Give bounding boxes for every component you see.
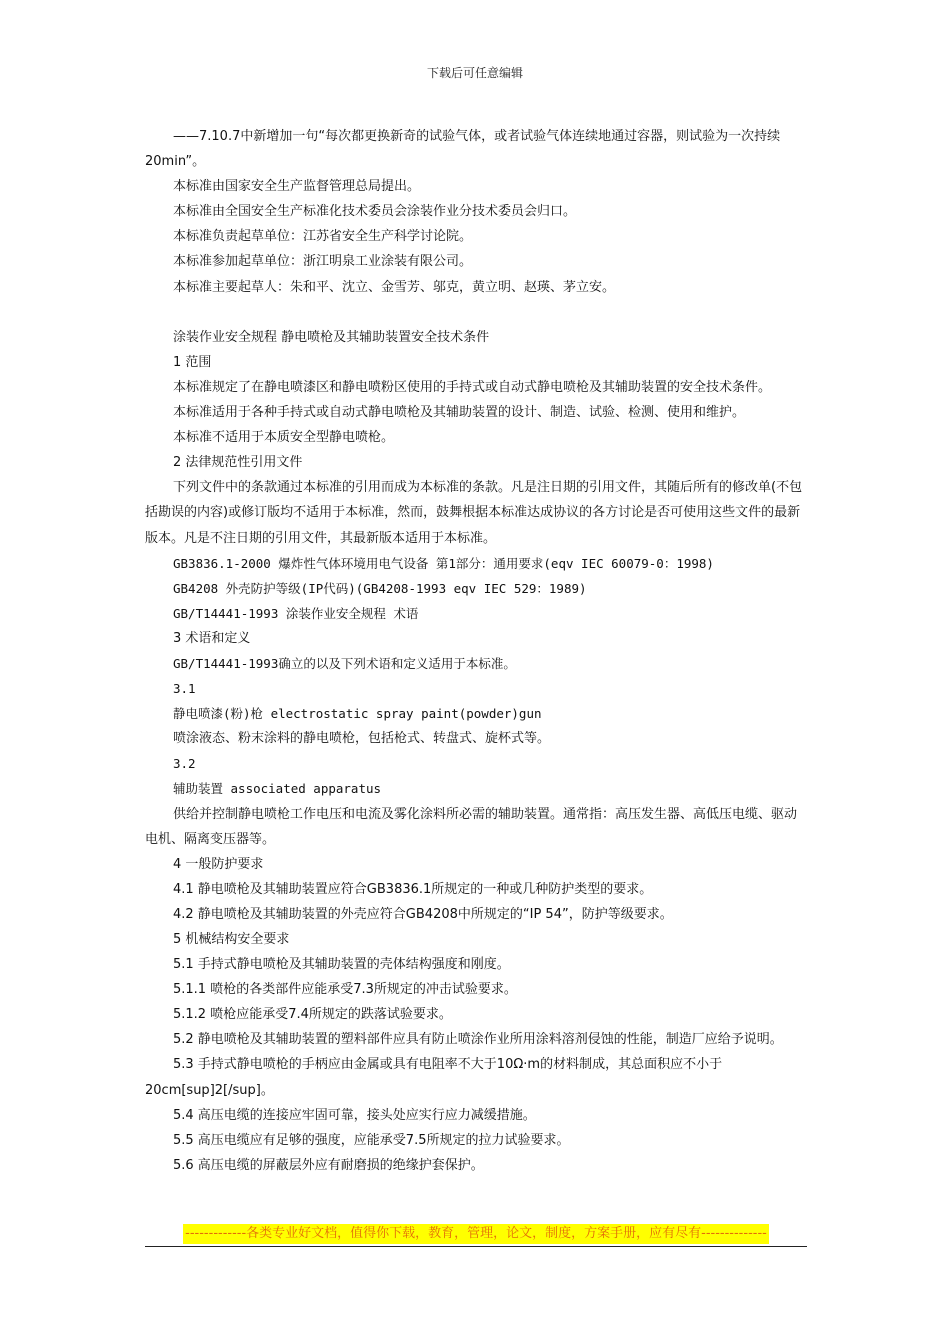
paragraph: 5.6 高压电缆的屏蔽层外应有耐磨损的绝缘护套保护。 xyxy=(173,1157,484,1173)
paragraph: 5.1.1 喷枪的各类部件应能承受7.3所规定的冲击试验要求。 xyxy=(173,982,517,998)
paragraph: 5.3 手持式静电喷枪的手柄应由金属或具有电阻率不大于10Ω·m的材料制成，其总面积应不小于20cm[sup]2[/sup]。 xyxy=(145,1057,723,1098)
heading-scope: 1 范围 xyxy=(173,354,212,370)
paragraph: 本标准负责起草单位：江苏省安全生产科学讨论院。 xyxy=(173,229,473,245)
page-header: 下载后可任意编辑 xyxy=(426,66,523,80)
heading-terms: 3 术语和定义 xyxy=(173,630,251,646)
term: 静电喷漆(粉)枪 electrostatic spray paint(powder)gun xyxy=(173,706,542,722)
section-title: 涂装作业安全规程 静电喷枪及其辅助装置安全技术条件 xyxy=(173,329,490,345)
heading-mechanical: 5 机械结构安全要求 xyxy=(173,932,290,947)
paragraph: 供给并控制静电喷枪工作电压和电流及雾化涂料所必需的辅助装置。通常指：高压发生器、高低压电缆、驱动电机、隔离变压器等。 xyxy=(145,806,798,847)
page-footer xyxy=(145,1222,807,1247)
blank-line xyxy=(145,300,808,325)
paragraph: 本标准规定了在静电喷漆区和静电喷粉区使用的手持式或自动式静电喷枪及其辅助装置的安全技术条件。 xyxy=(173,379,772,395)
paragraph: ——7.10.7中新增加一句“每次都更换新奇的试验气体，或者试验气体连续地通过容器，则试验为一次持续20min”。 xyxy=(145,129,781,170)
paragraph: 喷涂液态、粉末涂料的静电喷枪，包括枪式、转盘式、旋杯式等。 xyxy=(173,731,551,747)
paragraph: GB/T14441-1993确立的以及下列术语和定义适用于本标准。 xyxy=(173,655,516,671)
term: 辅助装置 associated apparatus xyxy=(173,781,382,797)
paragraph: 本标准主要起草人：朱和平、沈立、金雪芳、邬克，黄立明、赵瑛、茅立安。 xyxy=(173,279,616,295)
footer-banner: -------------各类专业好文档，值得你下载，教育，管理，论文，制度，方案手册，应有尽有-------------- xyxy=(183,1224,769,1244)
reference-item: GB4208 外壳防护等级(IP代码)(GB4208-1993 eqv IEC 529：1989) xyxy=(173,580,587,596)
paragraph: 本标准由国家安全生产监督管理总局提出。 xyxy=(173,179,421,195)
paragraph: 4.2 静电喷枪及其辅助装置的外壳应符合GB4208中所规定的“IP 54”，防护等级要求。 xyxy=(173,906,673,922)
document-body xyxy=(145,124,808,1178)
paragraph: 下列文件中的条款通过本标准的引用而成为本标准的条款。凡是注日期的引用文件，其随后所有的修改单(不包括勘误的内容)或修订版均不适用于本标准，然而，鼓舞根据本标准达成协议的各方讨论是否可使用这些文件的最新版本。凡是不注日期的引用文件，其最新版本适用于本标准。 xyxy=(145,480,803,546)
clause-number: 3.1 xyxy=(173,681,196,697)
paragraph: 本标准由全国安全生产标准化技术委员会涂装作业分技术委员会归口。 xyxy=(173,204,577,220)
paragraph: 5.2 静电喷枪及其辅助装置的塑料部件应具有防止喷涂作业所用涂料溶剂侵蚀的性能，制造厂应给予说明。 xyxy=(173,1032,783,1048)
heading-references: 2 法律规范性引用文件 xyxy=(173,455,303,471)
paragraph: 5.1.2 喷枪应能承受7.4所规定的跌落试验要求。 xyxy=(173,1007,452,1023)
paragraph: 5.4 高压电缆的连接应牢固可靠，接头处应实行应力减缓措施。 xyxy=(173,1107,536,1123)
reference-item: GB3836.1-2000 爆炸性气体环境用电气设备 第1部分：通用要求(eqv IEC 60079-0：1998) xyxy=(173,555,714,571)
reference-item: GB/T14441-1993 涂装作业安全规程 术语 xyxy=(173,605,419,621)
paragraph: 5.5 高压电缆应有足够的强度，应能承受7.5所规定的拉力试验要求。 xyxy=(173,1132,570,1148)
paragraph: 本标准适用于各种手持式或自动式静电喷枪及其辅助装置的设计、制造、试验、检测、使用和维护。 xyxy=(173,405,746,421)
paragraph: 本标准不适用于本质安全型静电喷枪。 xyxy=(173,430,395,446)
paragraph: 5.1 手持式静电喷枪及其辅助装置的壳体结构强度和刚度。 xyxy=(173,957,510,973)
clause-number: 3.2 xyxy=(173,756,196,772)
paragraph: 4.1 静电喷枪及其辅助装置应符合GB3836.1所规定的一种或几种防护类型的要求。 xyxy=(173,881,653,897)
heading-general: 4 一般防护要求 xyxy=(173,856,264,872)
paragraph: 本标准参加起草单位：浙江明泉工业涂装有限公司。 xyxy=(173,254,473,270)
